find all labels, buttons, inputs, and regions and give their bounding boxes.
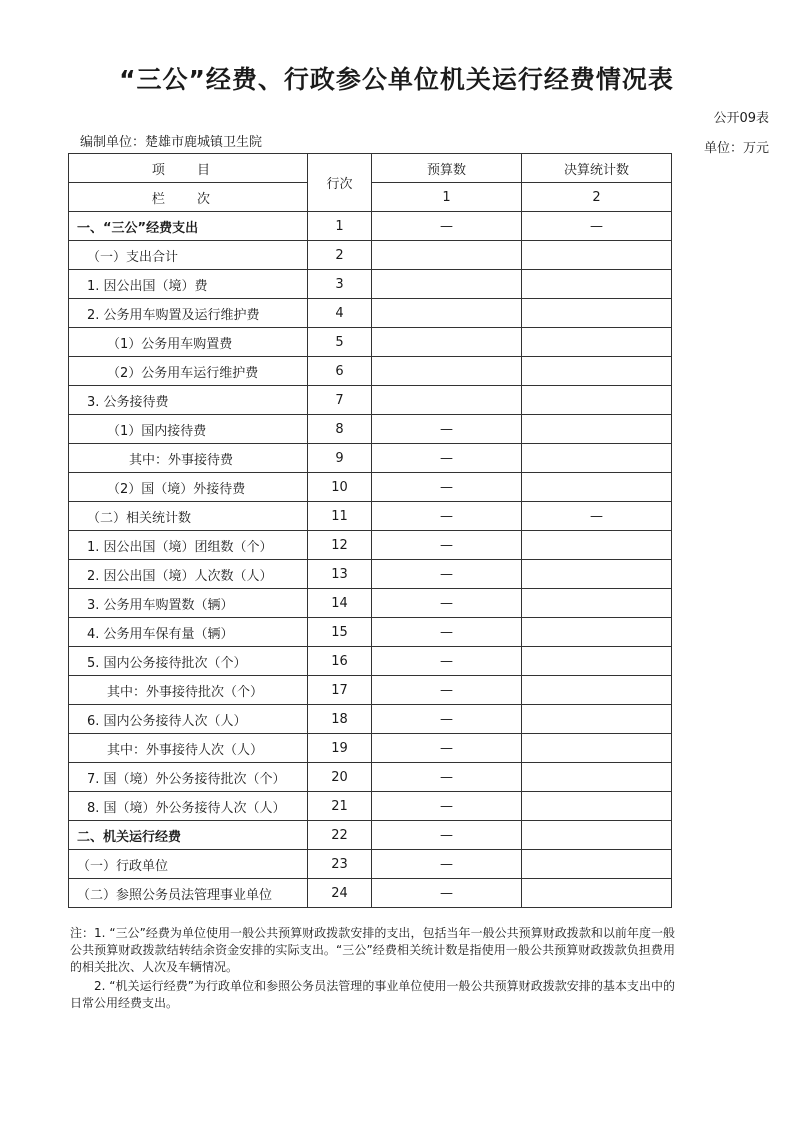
table-row [69,850,672,879]
header-column-label: 栏 次 [69,183,308,212]
row-final [522,647,672,676]
table-row [69,879,672,908]
table-row [69,328,672,357]
row-line-no: 16 [308,647,372,676]
row-line-no: 12 [308,531,372,560]
row-item: （2）公务用车运行维护费 [69,357,308,386]
table-row [69,821,672,850]
header-row [69,154,672,183]
row-line-no: 1 [308,212,372,241]
row-final: — [522,212,672,241]
row-line-no: 24 [308,879,372,908]
row-item: 8. 国（境）外公务接待人次（人） [69,792,308,821]
row-final [522,357,672,386]
row-budget [372,386,522,415]
row-item: （1）国内接待费 [69,415,308,444]
row-budget [372,357,522,386]
row-line-no: 15 [308,618,372,647]
row-item: 其中：外事接待人次（人） [69,734,308,763]
row-budget [372,328,522,357]
header-budget: 预算数 [372,154,522,183]
table-row [69,763,672,792]
table-row [69,241,672,270]
row-final [522,734,672,763]
row-budget: — [372,763,522,792]
table-row [69,444,672,473]
row-line-no: 21 [308,792,372,821]
row-budget: — [372,792,522,821]
row-item: （二）相关统计数 [69,502,308,531]
table-row [69,647,672,676]
row-final [522,560,672,589]
table-row [69,676,672,705]
row-budget: — [372,415,522,444]
row-item: 一、“三公”经费支出 [69,212,308,241]
table-row [69,618,672,647]
amount-unit: 单位：万元 [703,141,769,156]
header-line-no: 行次 [308,154,372,212]
row-item: 6. 国内公务接待人次（人） [69,705,308,734]
row-final [522,299,672,328]
table-row [69,270,672,299]
row-budget: — [372,502,522,531]
row-final [522,589,672,618]
row-line-no: 4 [308,299,372,328]
row-final: — [522,502,672,531]
row-line-no: 11 [308,502,372,531]
row-budget: — [372,589,522,618]
row-final [522,444,672,473]
table-row [69,531,672,560]
row-budget: — [372,647,522,676]
row-item: 4. 公务用车保有量（辆） [69,618,308,647]
row-line-no: 10 [308,473,372,502]
row-item: 7. 国（境）外公务接待批次（个） [69,763,308,792]
table-row [69,212,672,241]
row-budget: — [372,560,522,589]
row-item: 2. 因公出国（境）人次数（人） [69,560,308,589]
row-line-no: 7 [308,386,372,415]
row-line-no: 6 [308,357,372,386]
row-final [522,241,672,270]
row-line-no: 19 [308,734,372,763]
compiling-unit: 编制单位：楚雄市鹿城镇卫生院 [80,135,263,150]
row-item: （一）支出合计 [69,241,308,270]
row-item: 3. 公务接待费 [69,386,308,415]
row-final [522,531,672,560]
row-budget: — [372,531,522,560]
row-final [522,763,672,792]
row-final [522,473,672,502]
row-item: （二）参照公务员法管理事业单位 [69,879,308,908]
table-row [69,792,672,821]
table-row [69,415,672,444]
header-budget-col-no: 1 [372,183,522,212]
note-1: 注：1. “三公”经费为单位使用一般公共预算财政拨款安排的支出，包括当年一般公共预算财政拨款和以前年度一般公共预算财政拨款结转结余资金安排的实际支出。“三公”经费相关统计数是指使用一般公共预算财政拨款负担费用的相关批次、人次及车辆情况。 [70,926,675,974]
table-row [69,560,672,589]
table-row [69,386,672,415]
row-final [522,386,672,415]
row-item: 3. 公务用车购置数（辆） [69,589,308,618]
row-line-no: 8 [308,415,372,444]
row-line-no: 17 [308,676,372,705]
row-final [522,415,672,444]
row-item: 1. 因公出国（境）费 [69,270,308,299]
row-final [522,879,672,908]
row-final [522,328,672,357]
row-final [522,618,672,647]
row-line-no: 20 [308,763,372,792]
row-line-no: 9 [308,444,372,473]
row-budget: — [372,705,522,734]
row-item: 1. 因公出国（境）团组数（个） [69,531,308,560]
row-item: （2）国（境）外接待费 [69,473,308,502]
row-budget [372,270,522,299]
header-item: 项 目 [69,154,308,183]
page-title: “三公”经费、行政参公单位机关运行经费情况表 [119,65,674,94]
row-budget: — [372,850,522,879]
row-item: 其中：外事接待批次（个） [69,676,308,705]
row-item: 其中：外事接待费 [69,444,308,473]
row-line-no: 13 [308,560,372,589]
row-budget [372,299,522,328]
row-line-no: 23 [308,850,372,879]
note-2: 2. “机关运行经费”为行政单位和参照公务员法管理的事业单位使用一般公共预算财政拨款安排的基本支出中的日常公用经费支出。 [70,979,675,1010]
row-line-no: 5 [308,328,372,357]
form-code: 公开09表 [713,111,769,126]
table-row [69,705,672,734]
row-final [522,676,672,705]
row-budget: — [372,734,522,763]
row-budget: — [372,444,522,473]
row-item: 2. 公务用车购置及运行维护费 [69,299,308,328]
row-line-no: 3 [308,270,372,299]
header-final-col-no: 2 [522,183,672,212]
table-row [69,357,672,386]
table-row [69,502,672,531]
row-budget: — [372,676,522,705]
expense-table [68,153,672,908]
table-row [69,734,672,763]
row-item: 二、机关运行经费 [69,821,308,850]
row-final [522,821,672,850]
row-line-no: 18 [308,705,372,734]
row-line-no: 2 [308,241,372,270]
row-budget: — [372,212,522,241]
row-final [522,792,672,821]
header-final: 决算统计数 [522,154,672,183]
row-item: （一）行政单位 [69,850,308,879]
table-row [69,473,672,502]
row-line-no: 14 [308,589,372,618]
row-final [522,705,672,734]
row-final [522,850,672,879]
row-budget: — [372,618,522,647]
table-row [69,589,672,618]
row-budget: — [372,473,522,502]
row-item: 5. 国内公务接待批次（个） [69,647,308,676]
row-line-no: 22 [308,821,372,850]
row-budget: — [372,879,522,908]
row-item: （1）公务用车购置费 [69,328,308,357]
notes [70,925,675,1014]
row-budget: — [372,821,522,850]
row-budget [372,241,522,270]
row-final [522,270,672,299]
table-row [69,299,672,328]
